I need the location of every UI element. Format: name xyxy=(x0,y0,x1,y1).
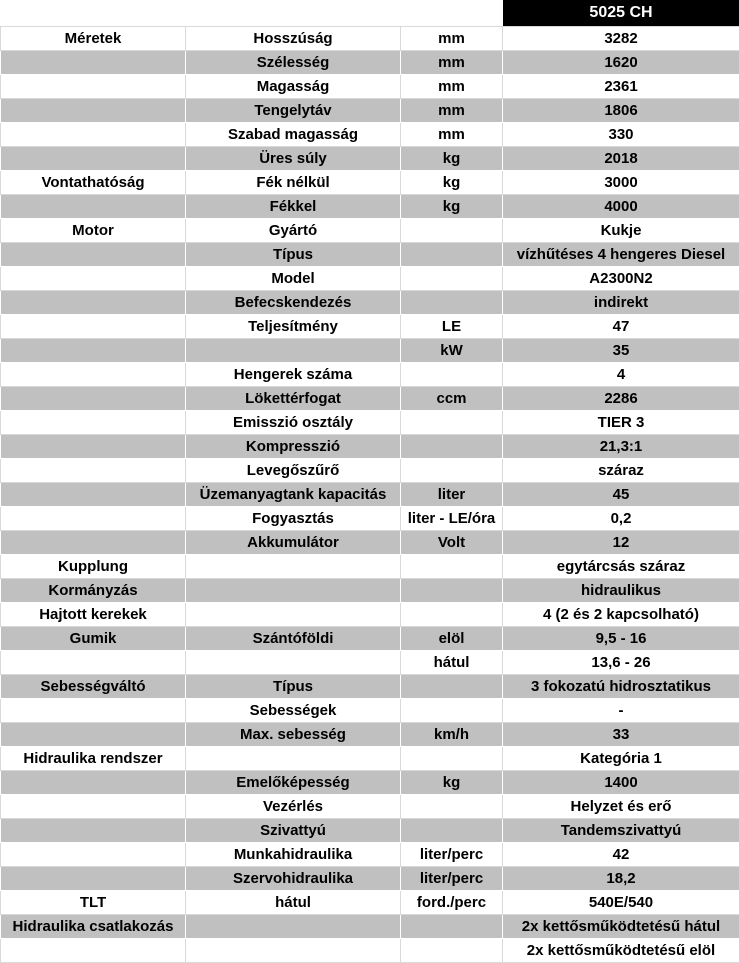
unit-cell xyxy=(401,819,503,843)
parameter-cell xyxy=(186,555,401,579)
value-cell: 2x kettősműködtetésű elöl xyxy=(503,939,739,963)
category-cell xyxy=(1,99,186,123)
unit-cell: kg xyxy=(401,195,503,219)
value-cell: 1806 xyxy=(503,99,739,123)
category-cell xyxy=(1,843,186,867)
table-row xyxy=(1,435,739,459)
category-cell xyxy=(1,651,186,675)
parameter-cell: Hengerek száma xyxy=(186,363,401,387)
category-cell xyxy=(1,867,186,891)
unit-cell: Volt xyxy=(401,531,503,555)
category-cell xyxy=(1,507,186,531)
unit-cell: liter - LE/óra xyxy=(401,507,503,531)
unit-cell xyxy=(401,915,503,939)
table-row xyxy=(1,627,739,651)
category-cell xyxy=(1,435,186,459)
table-row xyxy=(1,411,739,435)
value-cell: egytárcsás száraz xyxy=(503,555,739,579)
parameter-cell: Lökettérfogat xyxy=(186,387,401,411)
unit-cell xyxy=(401,411,503,435)
value-cell: 45 xyxy=(503,483,739,507)
parameter-cell: Üres súly xyxy=(186,147,401,171)
category-cell: Méretek xyxy=(1,27,186,51)
parameter-cell: Típus xyxy=(186,675,401,699)
table-row xyxy=(1,387,739,411)
table-row xyxy=(1,147,739,171)
value-cell: indirekt xyxy=(503,291,739,315)
parameter-cell: Hosszúság xyxy=(186,27,401,51)
value-cell: 35 xyxy=(503,339,739,363)
category-cell: Kormányzás xyxy=(1,579,186,603)
category-cell xyxy=(1,771,186,795)
value-cell: 2361 xyxy=(503,75,739,99)
value-cell: 3000 xyxy=(503,171,739,195)
value-cell: 18,2 xyxy=(503,867,739,891)
header-empty-cell xyxy=(401,0,503,27)
unit-cell: ford./perc xyxy=(401,891,503,915)
parameter-cell: Max. sebesség xyxy=(186,723,401,747)
value-cell: 2x kettősműködtetésű hátul xyxy=(503,915,739,939)
parameter-cell: Emelőképesség xyxy=(186,771,401,795)
category-cell xyxy=(1,483,186,507)
unit-cell xyxy=(401,243,503,267)
category-cell xyxy=(1,291,186,315)
unit-cell xyxy=(401,795,503,819)
table-row xyxy=(1,891,739,915)
value-cell: 12 xyxy=(503,531,739,555)
unit-cell xyxy=(401,555,503,579)
parameter-cell xyxy=(186,939,401,963)
unit-cell xyxy=(401,267,503,291)
category-cell xyxy=(1,723,186,747)
unit-cell: mm xyxy=(401,51,503,75)
category-cell: Sebességváltó xyxy=(1,675,186,699)
category-cell: TLT xyxy=(1,891,186,915)
parameter-cell: Befecskendezés xyxy=(186,291,401,315)
value-cell: 4000 xyxy=(503,195,739,219)
unit-cell: elöl xyxy=(401,627,503,651)
unit-cell xyxy=(401,675,503,699)
parameter-cell xyxy=(186,603,401,627)
table-row xyxy=(1,315,739,339)
category-cell: Hidraulika rendszer xyxy=(1,747,186,771)
table-row xyxy=(1,483,739,507)
table-row xyxy=(1,267,739,291)
value-cell: Kategória 1 xyxy=(503,747,739,771)
category-cell xyxy=(1,339,186,363)
unit-cell xyxy=(401,579,503,603)
category-cell xyxy=(1,315,186,339)
unit-cell xyxy=(401,291,503,315)
table-row xyxy=(1,843,739,867)
table-row xyxy=(1,915,739,939)
parameter-cell: Model xyxy=(186,267,401,291)
table-row xyxy=(1,123,739,147)
model-name: 5025 CH xyxy=(503,0,739,27)
category-cell xyxy=(1,411,186,435)
value-cell: 0,2 xyxy=(503,507,739,531)
value-cell: TIER 3 xyxy=(503,411,739,435)
category-cell xyxy=(1,939,186,963)
category-cell: Vontathatóság xyxy=(1,171,186,195)
unit-cell xyxy=(401,747,503,771)
category-cell: Motor xyxy=(1,219,186,243)
unit-cell: LE xyxy=(401,315,503,339)
unit-cell: hátul xyxy=(401,651,503,675)
value-cell: 330 xyxy=(503,123,739,147)
unit-cell: kg xyxy=(401,147,503,171)
table-row xyxy=(1,675,739,699)
table-row xyxy=(1,651,739,675)
unit-cell xyxy=(401,939,503,963)
unit-cell: kg xyxy=(401,771,503,795)
category-cell: Gumik xyxy=(1,627,186,651)
value-cell: 3282 xyxy=(503,27,739,51)
unit-cell: liter/perc xyxy=(401,867,503,891)
parameter-cell: Levegőszűrő xyxy=(186,459,401,483)
category-cell: Hajtott kerekek xyxy=(1,603,186,627)
parameter-cell: Típus xyxy=(186,243,401,267)
header-empty-cell xyxy=(186,0,401,27)
value-cell: 540E/540 xyxy=(503,891,739,915)
value-cell: 47 xyxy=(503,315,739,339)
table-row xyxy=(1,339,739,363)
unit-cell xyxy=(401,219,503,243)
parameter-cell xyxy=(186,651,401,675)
table-row xyxy=(1,99,739,123)
category-cell: Hidraulika csatlakozás xyxy=(1,915,186,939)
table-row xyxy=(1,867,739,891)
table-row xyxy=(1,459,739,483)
table-row xyxy=(1,195,739,219)
table-row xyxy=(1,27,739,51)
table-row xyxy=(1,171,739,195)
value-cell: 4 (2 és 2 kapcsolható) xyxy=(503,603,739,627)
category-cell xyxy=(1,147,186,171)
table-row xyxy=(1,603,739,627)
category-cell xyxy=(1,459,186,483)
parameter-cell: Szabad magasság xyxy=(186,123,401,147)
table-row xyxy=(1,819,739,843)
unit-cell xyxy=(401,459,503,483)
unit-cell: mm xyxy=(401,27,503,51)
table-row xyxy=(1,363,739,387)
value-cell: 2018 xyxy=(503,147,739,171)
category-cell xyxy=(1,195,186,219)
table-row xyxy=(1,219,739,243)
parameter-cell: Üzemanyagtank kapacitás xyxy=(186,483,401,507)
parameter-cell xyxy=(186,915,401,939)
value-cell: hidraulikus xyxy=(503,579,739,603)
table-row xyxy=(1,747,739,771)
unit-cell xyxy=(401,699,503,723)
header-empty-cell xyxy=(1,0,186,27)
table-row xyxy=(1,243,739,267)
value-cell: Helyzet és erő xyxy=(503,795,739,819)
parameter-cell: Sebességek xyxy=(186,699,401,723)
unit-cell: ccm xyxy=(401,387,503,411)
value-cell: A2300N2 xyxy=(503,267,739,291)
spec-table-body xyxy=(1,0,739,963)
unit-cell: liter/perc xyxy=(401,843,503,867)
unit-cell: mm xyxy=(401,123,503,147)
category-cell xyxy=(1,531,186,555)
table-row xyxy=(1,723,739,747)
table-row xyxy=(1,939,739,963)
parameter-cell: Vezérlés xyxy=(186,795,401,819)
category-cell: Kupplung xyxy=(1,555,186,579)
category-cell xyxy=(1,819,186,843)
value-cell: vízhűtéses 4 hengeres Diesel xyxy=(503,243,739,267)
value-cell: 3 fokozatú hidrosztatikus xyxy=(503,675,739,699)
parameter-cell: Fékkel xyxy=(186,195,401,219)
table-row xyxy=(1,579,739,603)
unit-cell: mm xyxy=(401,75,503,99)
unit-cell: mm xyxy=(401,99,503,123)
value-cell: 2286 xyxy=(503,387,739,411)
parameter-cell: Fogyasztás xyxy=(186,507,401,531)
value-cell: Kukje xyxy=(503,219,739,243)
category-cell xyxy=(1,387,186,411)
category-cell xyxy=(1,243,186,267)
unit-cell: km/h xyxy=(401,723,503,747)
parameter-cell: Munkahidraulika xyxy=(186,843,401,867)
parameter-cell: Tengelytáv xyxy=(186,99,401,123)
table-row xyxy=(1,507,739,531)
parameter-cell: hátul xyxy=(186,891,401,915)
table-row xyxy=(1,795,739,819)
parameter-cell: Szántóföldi xyxy=(186,627,401,651)
category-cell xyxy=(1,699,186,723)
parameter-cell: Akkumulátor xyxy=(186,531,401,555)
value-cell: 42 xyxy=(503,843,739,867)
unit-cell: liter xyxy=(401,483,503,507)
value-cell: 9,5 - 16 xyxy=(503,627,739,651)
parameter-cell: Szivattyú xyxy=(186,819,401,843)
table-row xyxy=(1,555,739,579)
table-row xyxy=(1,291,739,315)
table-row xyxy=(1,531,739,555)
parameter-cell: Emisszió osztály xyxy=(186,411,401,435)
value-cell: 21,3:1 xyxy=(503,435,739,459)
value-cell: 4 xyxy=(503,363,739,387)
parameter-cell: Gyártó xyxy=(186,219,401,243)
parameter-cell: Fék nélkül xyxy=(186,171,401,195)
value-cell: 1620 xyxy=(503,51,739,75)
category-cell xyxy=(1,795,186,819)
unit-cell xyxy=(401,435,503,459)
parameter-cell: Szélesség xyxy=(186,51,401,75)
category-cell xyxy=(1,75,186,99)
value-cell: Tandemszivattyú xyxy=(503,819,739,843)
category-cell xyxy=(1,123,186,147)
parameter-cell xyxy=(186,747,401,771)
category-cell xyxy=(1,363,186,387)
value-cell: száraz xyxy=(503,459,739,483)
parameter-cell: Szervohidraulika xyxy=(186,867,401,891)
parameter-cell: Magasság xyxy=(186,75,401,99)
category-cell xyxy=(1,51,186,75)
table-row xyxy=(1,51,739,75)
value-cell: 1400 xyxy=(503,771,739,795)
unit-cell: kg xyxy=(401,171,503,195)
table-row xyxy=(1,75,739,99)
parameter-cell xyxy=(186,339,401,363)
table-row xyxy=(1,771,739,795)
header-row xyxy=(1,0,739,27)
parameter-cell: Teljesítmény xyxy=(186,315,401,339)
value-cell: 13,6 - 26 xyxy=(503,651,739,675)
value-cell: - xyxy=(503,699,739,723)
table-row xyxy=(1,699,739,723)
unit-cell xyxy=(401,363,503,387)
value-cell: 33 xyxy=(503,723,739,747)
parameter-cell xyxy=(186,579,401,603)
parameter-cell: Kompresszió xyxy=(186,435,401,459)
unit-cell: kW xyxy=(401,339,503,363)
unit-cell xyxy=(401,603,503,627)
category-cell xyxy=(1,267,186,291)
